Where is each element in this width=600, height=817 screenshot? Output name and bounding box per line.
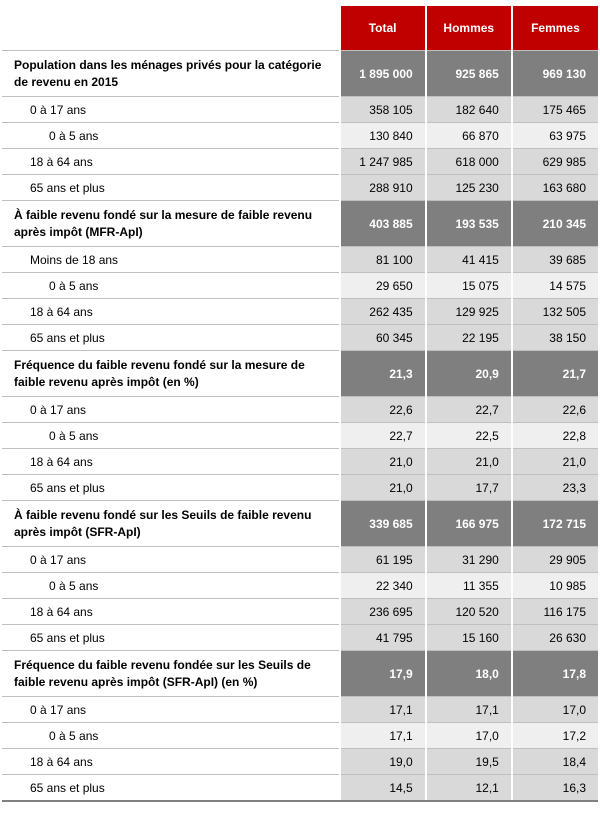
row-value-hommes: 11 355 xyxy=(426,573,512,599)
row-label: 18 à 64 ans xyxy=(2,599,340,625)
table-row xyxy=(2,475,598,501)
section-label: Fréquence du faible revenu fondée sur les Seuils de faible revenu après impôt (SFR-ApI) (en %) xyxy=(2,651,340,697)
row-value-femmes: 116 175 xyxy=(512,599,598,625)
row-value-total: 29 650 xyxy=(340,273,426,299)
row-value-hommes: 120 520 xyxy=(426,599,512,625)
row-value-hommes: 66 870 xyxy=(426,123,512,149)
section-row xyxy=(2,501,598,547)
row-label: 0 à 17 ans xyxy=(2,97,340,123)
row-value-hommes: 41 415 xyxy=(426,247,512,273)
section-value-femmes: 969 130 xyxy=(512,51,598,97)
table-row xyxy=(2,97,598,123)
row-value-total: 22,6 xyxy=(340,397,426,423)
table-row xyxy=(2,397,598,423)
section-label: À faible revenu fondé sur la mesure de faible revenu après impôt (MFR-ApI) xyxy=(2,201,340,247)
table-row xyxy=(2,723,598,749)
row-value-femmes: 17,2 xyxy=(512,723,598,749)
row-value-hommes: 182 640 xyxy=(426,97,512,123)
row-value-total: 81 100 xyxy=(340,247,426,273)
table-row xyxy=(2,247,598,273)
row-value-femmes: 629 985 xyxy=(512,149,598,175)
row-label: 18 à 64 ans xyxy=(2,299,340,325)
table-body xyxy=(2,51,598,802)
section-value-total: 339 685 xyxy=(340,501,426,547)
section-value-hommes: 18,0 xyxy=(426,651,512,697)
section-value-femmes: 210 345 xyxy=(512,201,598,247)
row-value-hommes: 21,0 xyxy=(426,449,512,475)
header-total: Total xyxy=(340,6,426,51)
section-row xyxy=(2,201,598,247)
row-label: 65 ans et plus xyxy=(2,175,340,201)
section-value-femmes: 172 715 xyxy=(512,501,598,547)
row-value-hommes: 17,7 xyxy=(426,475,512,501)
row-value-total: 19,0 xyxy=(340,749,426,775)
row-value-femmes: 29 905 xyxy=(512,547,598,573)
row-value-total: 17,1 xyxy=(340,723,426,749)
row-label: 18 à 64 ans xyxy=(2,449,340,475)
section-label: Population dans les ménages privés pour la catégorie de revenu en 2015 xyxy=(2,51,340,97)
header-femmes: Femmes xyxy=(512,6,598,51)
table-row xyxy=(2,325,598,351)
row-label: 0 à 17 ans xyxy=(2,547,340,573)
row-value-hommes: 19,5 xyxy=(426,749,512,775)
row-value-total: 22 340 xyxy=(340,573,426,599)
row-value-femmes: 14 575 xyxy=(512,273,598,299)
table-row xyxy=(2,573,598,599)
section-row xyxy=(2,351,598,397)
row-value-total: 130 840 xyxy=(340,123,426,149)
table-row xyxy=(2,149,598,175)
row-value-total: 262 435 xyxy=(340,299,426,325)
row-value-femmes: 175 465 xyxy=(512,97,598,123)
header-hommes: Hommes xyxy=(426,6,512,51)
row-value-total: 61 195 xyxy=(340,547,426,573)
row-value-total: 358 105 xyxy=(340,97,426,123)
row-value-hommes: 17,0 xyxy=(426,723,512,749)
row-label: Moins de 18 ans xyxy=(2,247,340,273)
table-row xyxy=(2,599,598,625)
table-row xyxy=(2,273,598,299)
table-row xyxy=(2,749,598,775)
row-value-hommes: 22,7 xyxy=(426,397,512,423)
row-value-femmes: 17,0 xyxy=(512,697,598,723)
row-value-hommes: 31 290 xyxy=(426,547,512,573)
section-value-total: 403 885 xyxy=(340,201,426,247)
row-value-femmes: 18,4 xyxy=(512,749,598,775)
row-value-total: 288 910 xyxy=(340,175,426,201)
row-value-total: 1 247 985 xyxy=(340,149,426,175)
row-label: 0 à 5 ans xyxy=(2,273,340,299)
row-value-total: 236 695 xyxy=(340,599,426,625)
row-label: 65 ans et plus xyxy=(2,625,340,651)
row-value-total: 21,0 xyxy=(340,449,426,475)
row-value-hommes: 12,1 xyxy=(426,775,512,802)
row-label: 18 à 64 ans xyxy=(2,149,340,175)
table-row xyxy=(2,299,598,325)
row-value-femmes: 16,3 xyxy=(512,775,598,802)
row-value-total: 41 795 xyxy=(340,625,426,651)
row-value-total: 17,1 xyxy=(340,697,426,723)
section-row xyxy=(2,51,598,97)
row-value-total: 22,7 xyxy=(340,423,426,449)
section-value-hommes: 925 865 xyxy=(426,51,512,97)
row-label: 65 ans et plus xyxy=(2,775,340,802)
row-label: 0 à 5 ans xyxy=(2,423,340,449)
row-value-hommes: 125 230 xyxy=(426,175,512,201)
row-label: 18 à 64 ans xyxy=(2,749,340,775)
section-value-total: 17,9 xyxy=(340,651,426,697)
row-value-hommes: 618 000 xyxy=(426,149,512,175)
table-row xyxy=(2,123,598,149)
row-value-hommes: 15 075 xyxy=(426,273,512,299)
row-value-hommes: 22,5 xyxy=(426,423,512,449)
section-value-total: 1 895 000 xyxy=(340,51,426,97)
row-value-femmes: 22,6 xyxy=(512,397,598,423)
row-value-hommes: 22 195 xyxy=(426,325,512,351)
table-row xyxy=(2,775,598,802)
row-value-total: 60 345 xyxy=(340,325,426,351)
row-label: 0 à 5 ans xyxy=(2,723,340,749)
row-value-femmes: 132 505 xyxy=(512,299,598,325)
header-row xyxy=(2,6,598,51)
header-blank xyxy=(2,6,340,51)
table-row xyxy=(2,175,598,201)
row-label: 65 ans et plus xyxy=(2,475,340,501)
section-label: À faible revenu fondé sur les Seuils de faible revenu après impôt (SFR-ApI) xyxy=(2,501,340,547)
row-value-femmes: 39 685 xyxy=(512,247,598,273)
row-label: 65 ans et plus xyxy=(2,325,340,351)
section-value-hommes: 166 975 xyxy=(426,501,512,547)
table-row xyxy=(2,423,598,449)
row-value-hommes: 129 925 xyxy=(426,299,512,325)
row-value-hommes: 17,1 xyxy=(426,697,512,723)
section-row xyxy=(2,651,598,697)
row-value-femmes: 26 630 xyxy=(512,625,598,651)
section-value-hommes: 20,9 xyxy=(426,351,512,397)
row-value-femmes: 38 150 xyxy=(512,325,598,351)
table-row xyxy=(2,625,598,651)
row-value-total: 21,0 xyxy=(340,475,426,501)
row-label: 0 à 17 ans xyxy=(2,697,340,723)
table-row xyxy=(2,697,598,723)
row-value-femmes: 22,8 xyxy=(512,423,598,449)
section-value-femmes: 17,8 xyxy=(512,651,598,697)
row-value-femmes: 163 680 xyxy=(512,175,598,201)
row-value-femmes: 23,3 xyxy=(512,475,598,501)
section-value-total: 21,3 xyxy=(340,351,426,397)
row-value-total: 14,5 xyxy=(340,775,426,802)
row-value-femmes: 21,0 xyxy=(512,449,598,475)
table-row xyxy=(2,449,598,475)
row-label: 0 à 17 ans xyxy=(2,397,340,423)
section-value-hommes: 193 535 xyxy=(426,201,512,247)
income-table xyxy=(2,6,598,802)
row-value-hommes: 15 160 xyxy=(426,625,512,651)
row-value-femmes: 10 985 xyxy=(512,573,598,599)
row-label: 0 à 5 ans xyxy=(2,573,340,599)
row-value-femmes: 63 975 xyxy=(512,123,598,149)
section-value-femmes: 21,7 xyxy=(512,351,598,397)
section-label: Fréquence du faible revenu fondé sur la mesure de faible revenu après impôt (en %) xyxy=(2,351,340,397)
row-label: 0 à 5 ans xyxy=(2,123,340,149)
table-row xyxy=(2,547,598,573)
